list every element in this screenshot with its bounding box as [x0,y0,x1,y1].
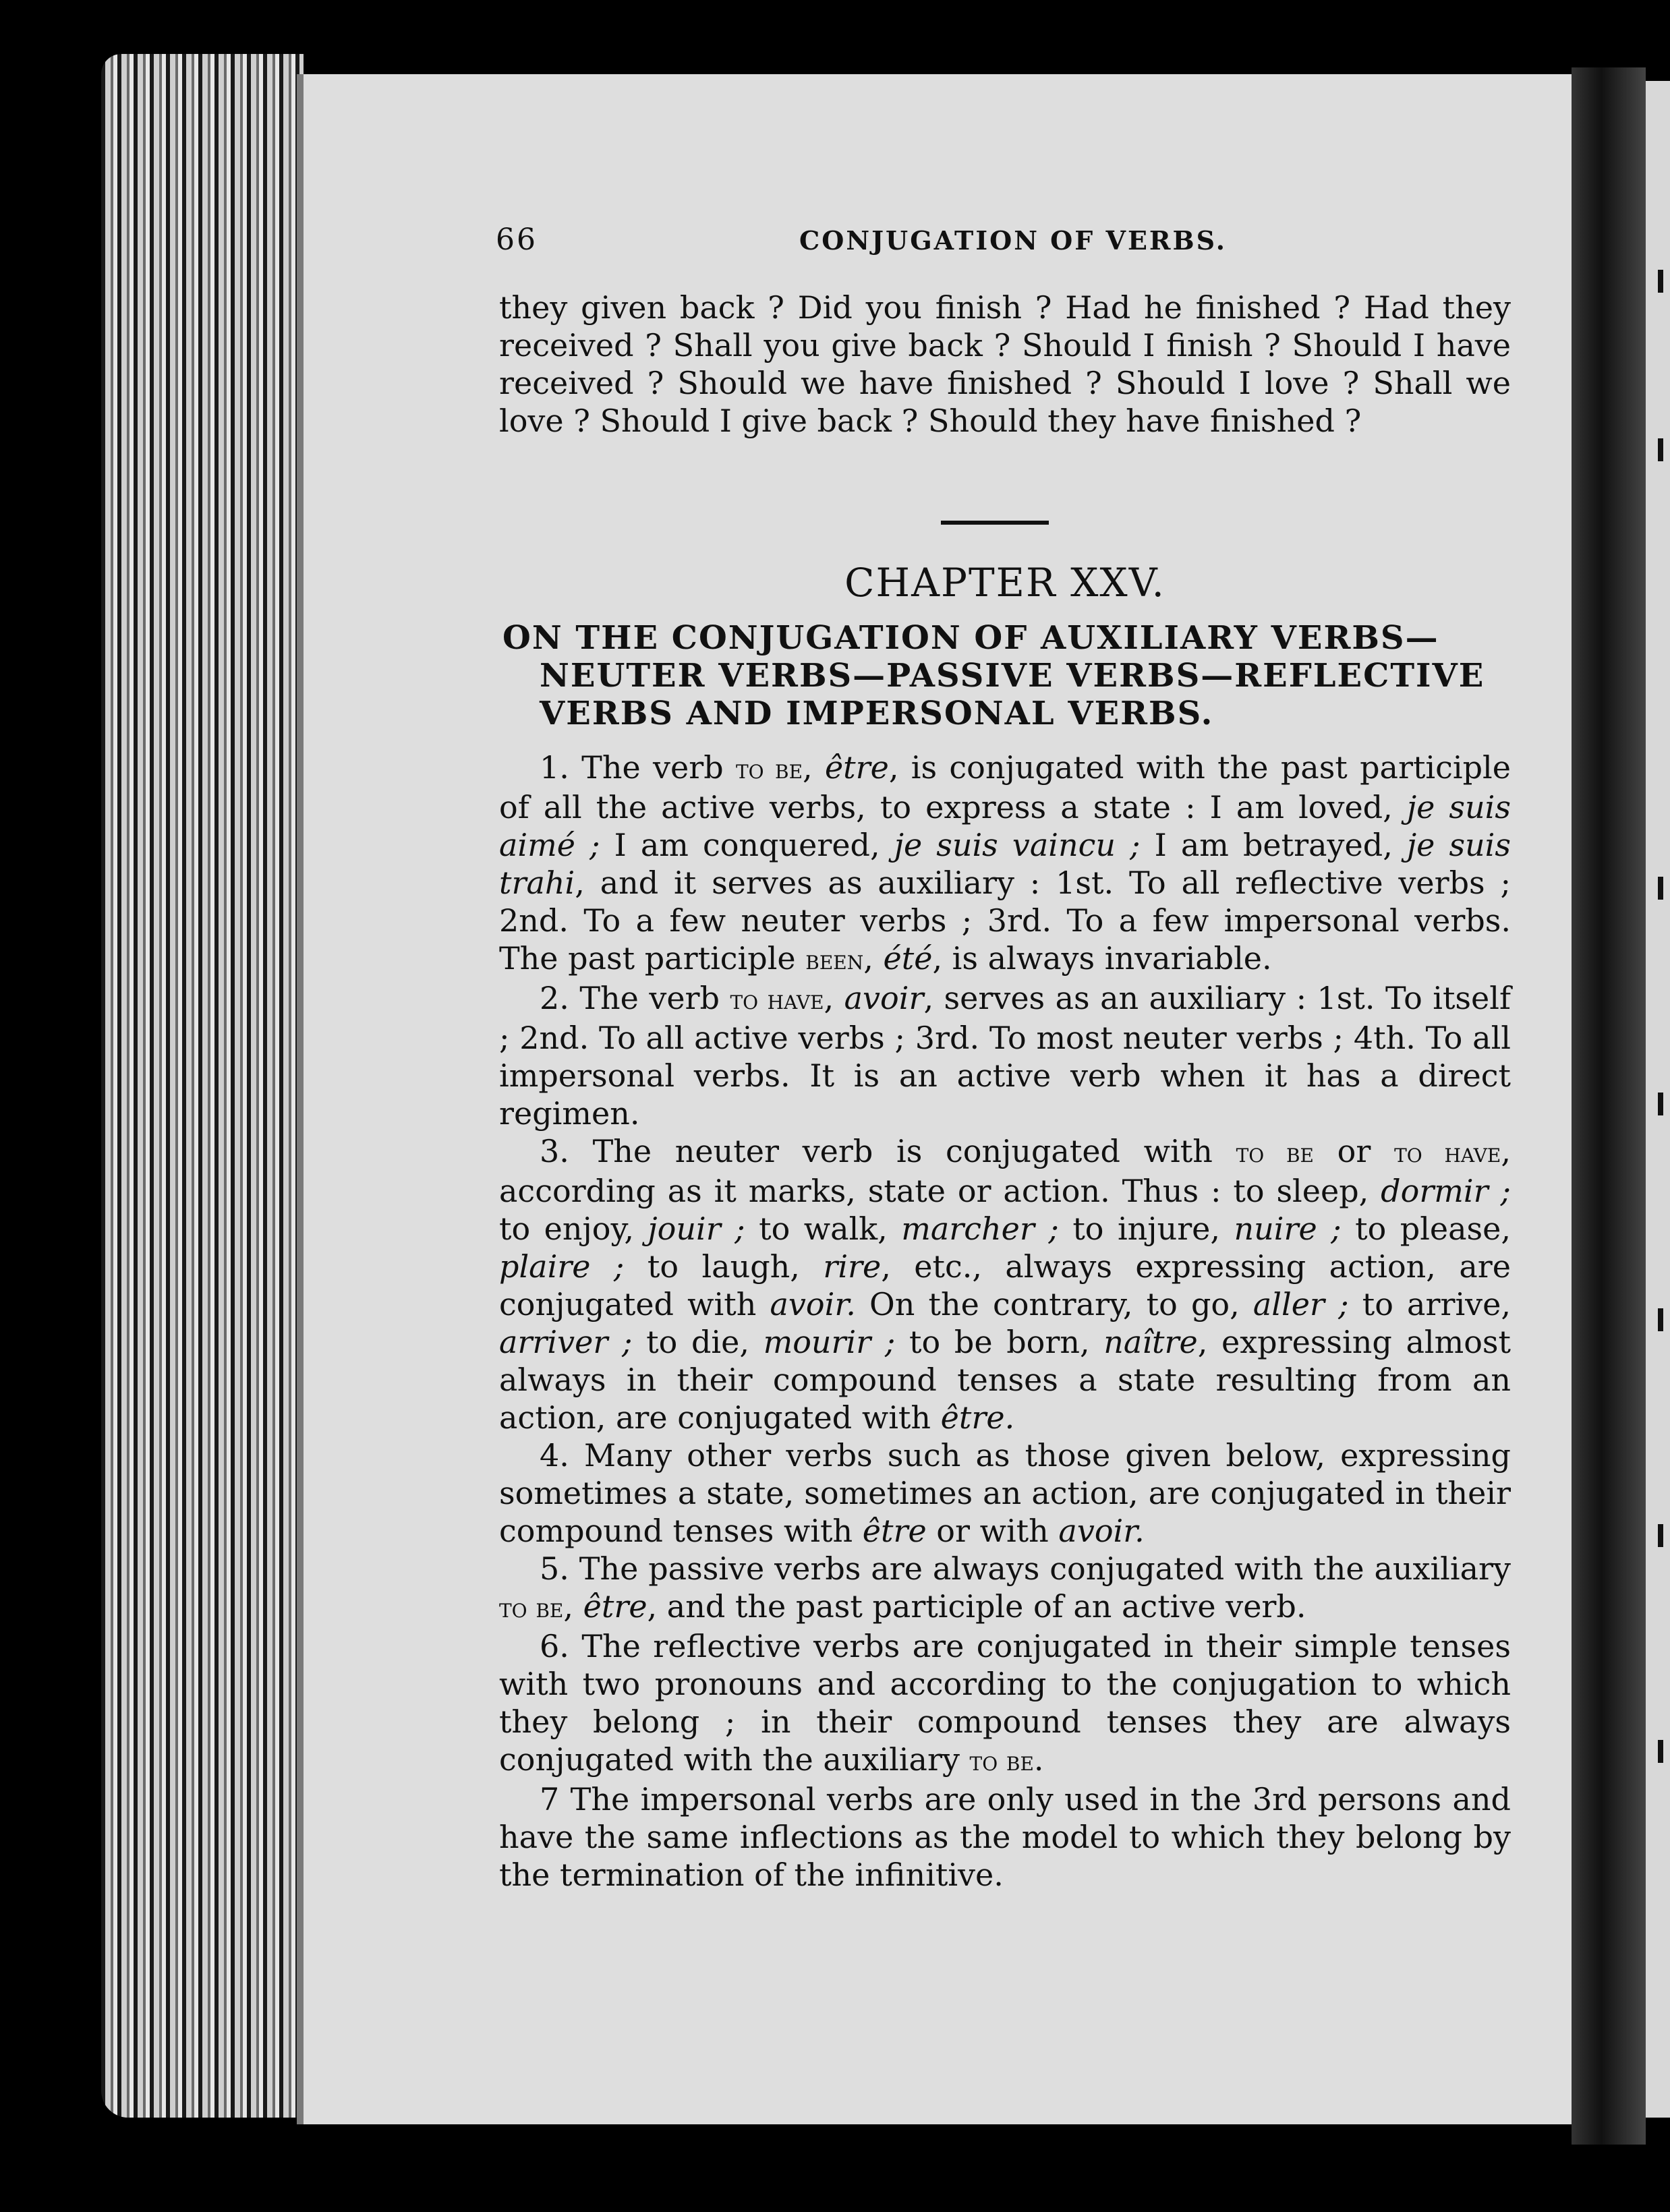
paragraph-3: 3. The neuter verb is conjugated with to be or to have, according as it marks, state or action. Thus : to sleep, dormir ; to enjoy, jouir ; to walk, marcher ; to injure, nuire ; to please, plaire ; to laugh, rire, etc., always expressing action, are conjugated with avoir. On the contrary, to go, aller ; to arrive, arriver ; to die, mourir ; to be born, naître, expressing almost always in their compound tenses a state resulting from an action, are conjugated with être. [499,1133,1511,1436]
subtitle-line: ON THE CONJUGATION OF AUXILIARY VERBS— [502,619,1439,657]
page-edges [101,54,304,2118]
next-page-mark [1658,1093,1663,1115]
book-gutter [1572,67,1646,2145]
intro-paragraph: they given back ? Did you finish ? Had he finished ? Had they received ? Shall you give back ? Should I finish ? Should I have received ? Should we have finished ? Should I love ? Shall we love ? Should I give back ? Should they have finished ? [499,289,1511,439]
running-title: CONJUGATION OF VERBS. [799,225,1227,256]
next-page-mark [1658,877,1663,900]
next-page-mark [1658,1524,1663,1547]
paragraph-2: 2. The verb to have, avoir, serves as an auxiliary : 1st. To itself ; 2nd. To all active verbs ; 3rd. To most neuter verbs ; 4th. To all impersonal verbs. It is an active verb when it has a direct regimen. [499,980,1511,1132]
next-page-mark [1658,1740,1663,1763]
paragraph-7: 7 The impersonal verbs are only used in the 3rd persons and have the same inflections as the model to which they belong by the termination of the infinitive. [499,1781,1511,1893]
chapter-subtitle [502,619,1514,732]
paragraph-6: 6. The reflective verbs are conjugated in their simple tenses with two pronouns and according to the conjugation to which they belong ; in their compound tenses they are always conjugated with the auxiliary to be. [499,1628,1511,1778]
next-page-mark [1658,270,1663,293]
subtitle-line: NEUTER VERBS—PASSIVE VERBS—REFLECTIVE [540,657,1485,695]
subtitle-line: VERBS AND IMPERSONAL VERBS. [540,695,1214,732]
chapter-title: CHAPTER XXV. [844,560,1165,606]
paragraph-4: 4. Many other verbs such as those given below, expressing sometimes a state, sometimes an action, are conjugated in their compound tenses with être or with avoir. [499,1437,1511,1549]
chapter-body [499,749,1511,1894]
paragraph-1: 1. The verb to be, être, is conjugated with the past participle of all the active verbs, to express a state : I am loved, je suis aimé ; I am conquered, je suis vaincu ; I am betrayed, je suis trahi, and it serves as auxiliary : 1st. To all reflective verbs ; 2nd. To a few neuter verbs ; 3rd. To a few impersonal verbs. The past participle been, été, is always invariable. [499,749,1511,977]
next-page-mark [1658,1308,1663,1331]
paragraph-5: 5. The passive verbs are always conjugated with the auxiliary to be, être, and the past participle of an active verb. [499,1550,1511,1625]
page-number: 66 [496,223,538,257]
section-divider [941,521,1049,525]
running-head [496,223,1501,263]
next-page-mark [1658,438,1663,461]
